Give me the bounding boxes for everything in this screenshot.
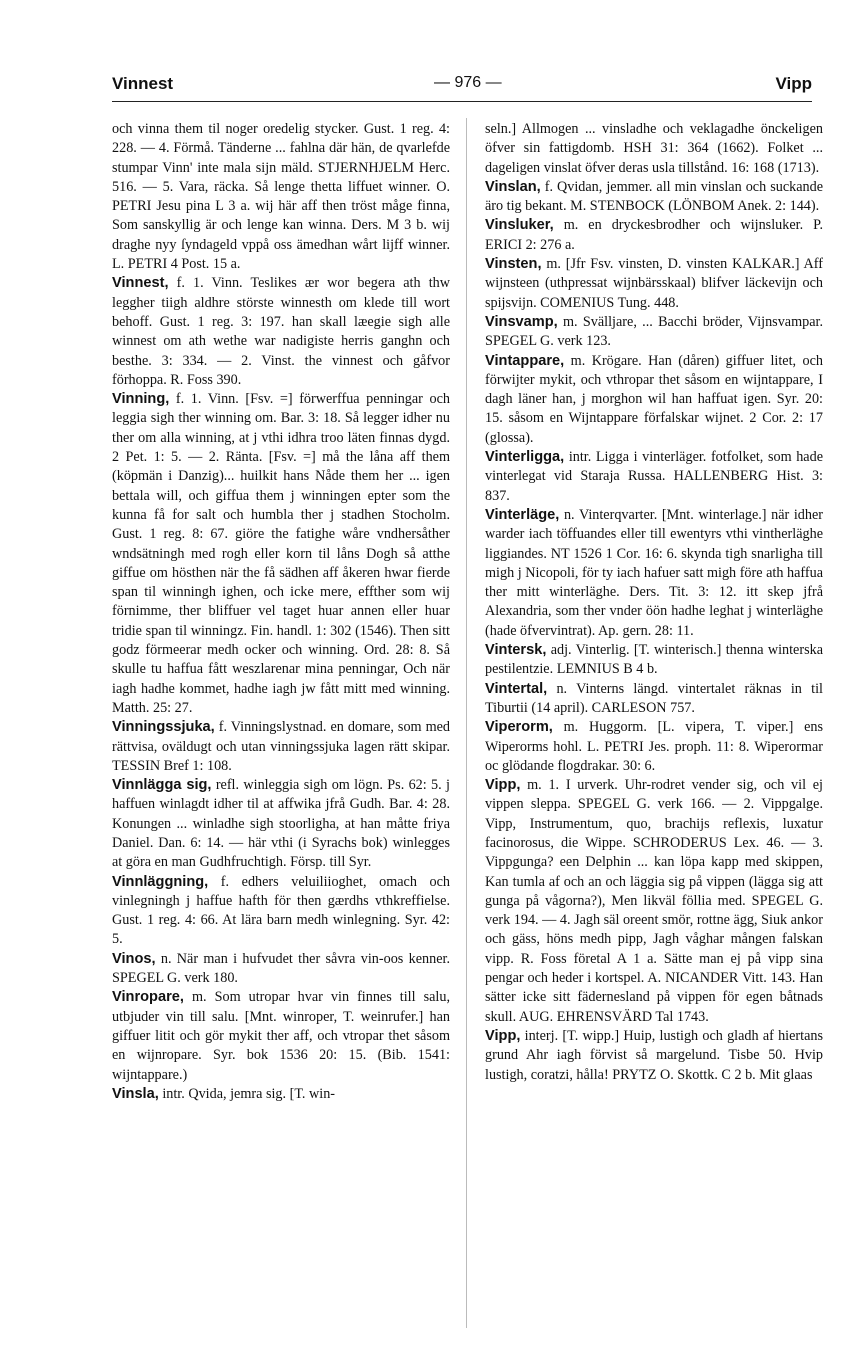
dictionary-entry bbox=[485, 448, 823, 506]
entry-text: interj. [T. wipp.] Huip, lustigh och gladh af hiertans grund Ahr iagh förvist så margelund. Tisbe 50. Hvip lustigh, coratzi, hålla! PRYTZ O. Skottk. C 2 b. Mit glaas bbox=[485, 1027, 823, 1083]
left-column bbox=[112, 120, 450, 1104]
entry-headword: Vinos, bbox=[112, 950, 156, 967]
entry-text: intr. Ligga i vinterläger. fotfolket, som hade vinterlegat vid Staraja Russa. HALLENBERG Hist. 3: 837. bbox=[485, 449, 823, 504]
dictionary-entry bbox=[112, 718, 450, 776]
entry-headword: Vintappare, bbox=[485, 352, 565, 369]
entry-text: f. Vinningslystnad. en domare, som med rättvisa, oväldugt och utan vinningssjuka lagen rätt skipar. TESSIN Bref 1: 108. bbox=[112, 719, 450, 774]
entry-text: f. edhers veluiliioghet, omach och vinlegningh j haffue hafth för then gærdhs vthkreffielse. Gust. 1 reg. 4: 66. At lära barn medh winlegning. Syr. 42: 5. bbox=[112, 873, 450, 948]
entry-text: m. Huggorm. [L. vipera, T. viper.] ens Wiperorms hohl. L. PETRI Jes. proph. 11: 8. Wiperormar oc glödande flogdrakar. 30: 6. bbox=[485, 719, 823, 774]
entry-text: m. Svälljare, ... Bacchi bröder, Vijnsvampar. SPEGEL G. verk 123. bbox=[485, 313, 823, 350]
column-divider bbox=[466, 118, 467, 1328]
dictionary-entry bbox=[485, 178, 823, 217]
entry-text: m. [Jfr Fsv. vinsten, D. vinsten KALKAR.] Aff wijnsteen (uthpressat wijnbärsskaal) blifver läckevijn och spijsvijn. COMENIUS Tung. 448. bbox=[485, 256, 823, 311]
entry-headword: Vinningssjuka, bbox=[112, 719, 215, 736]
entry-headword: Vinropare, bbox=[112, 989, 184, 1006]
entry-headword: Vintersk, bbox=[485, 642, 547, 659]
entry-headword: Vintertal, bbox=[485, 680, 548, 697]
entry-headword: Vipp, bbox=[485, 1027, 521, 1044]
dictionary-entry bbox=[485, 313, 823, 352]
dictionary-entry bbox=[112, 950, 450, 989]
header-last-word: Vipp bbox=[775, 74, 812, 93]
entry-text: refl. winleggia sigh om lögn. Ps. 62: 5. j haffuen winlagdt idher til at affwika jfrå Gudh. Bar. 4: 28. Konungen ... winladhe sigh stoorligha, at han måtte friya Daniel. Dan. 6: 14. — här vthi (i Syrachs bok) winlegges at göra en man Gudhfruchtigh. Försp. till Syr. bbox=[112, 777, 450, 871]
dictionary-entry bbox=[112, 120, 450, 274]
entry-headword: Vinnest, bbox=[112, 275, 169, 292]
dictionary-entry bbox=[485, 216, 823, 255]
dictionary-entry bbox=[112, 873, 450, 950]
running-header bbox=[112, 74, 812, 98]
entry-text: f. Qvidan, jemmer. all min vinslan och suckande äro tig bekant. M. STENBOCK (LÖNBOM Anek. 2: 144). bbox=[485, 178, 823, 215]
entry-text: n. När man i hufvudet ther såvra vin-oos kenner. SPEGEL G. verk 180. bbox=[112, 950, 450, 987]
entry-text: adj. Vinterlig. [T. winterisch.] thenna winterska pestilentzie. LEMNIUS B 4 b. bbox=[485, 642, 823, 678]
entry-headword: Vinnlägga sig, bbox=[112, 777, 212, 794]
dictionary-entry bbox=[485, 776, 823, 1027]
dictionary-entry bbox=[485, 680, 823, 719]
dictionary-entry bbox=[485, 255, 823, 313]
entry-headword: Vinslan, bbox=[485, 178, 541, 195]
entry-text: intr. Qvida, jemra sig. [T. win- bbox=[158, 1085, 336, 1102]
entry-headword: Vinning, bbox=[112, 391, 170, 408]
dictionary-entry bbox=[112, 274, 450, 390]
dictionary-entry bbox=[485, 352, 823, 448]
entry-text: f. 1. Vinn. [Fsv. =] förwerffua penningar och leggia sigh ther winning om. Bar. 3: 18. Så legger idher nu ther om alla winning, at j vthi idhra troo läten finnas dygd. 2 Pet. 1: 5. — 2. Ränta. [Fsv. =] må the låna aff them (köpmän i Danzig)... huilkit hans Nåde them her ... igen bettala will, och giffua them j winningen epter som the kunna få for salt och humbla ther j stadhen Stocholm. Gust. 1 reg. 8: 67. giöre the fatighe wåre vndhersåther wndsätningh med rogh eller korn til låns Dogh så atthe giffue om hösthen när the få sädhen aff åkeren hwar fierde span til winningh ighen, och icke mere, effther som wij förnimme, ther bliffuer vel taget huar annen eller huar tridie span til winningz. Fin. handl. 1: 302 (1546). Then sitt godz förmeerar medh ocker och winning. Ord. 28: 8. Så skulle tu haffua fått weszlarenar mina penningar, Och när iagh hadhe kommet, hadhe iagh jw fått mitt med winning. Matth. 25: 27. bbox=[112, 391, 450, 716]
dictionary-entry bbox=[112, 1085, 450, 1104]
header-first-word: Vinnest bbox=[112, 74, 174, 93]
entry-headword: Vinsluker, bbox=[485, 217, 554, 234]
entry-headword: Vipp, bbox=[485, 777, 521, 794]
entry-headword: Vinsten, bbox=[485, 256, 542, 273]
dictionary-entry bbox=[112, 988, 450, 1084]
entry-headword: Vinsla, bbox=[112, 1085, 159, 1102]
entry-text: seln.] Allmogen ... vinsladhe och veklagadhe önckeligen öfver sin fattigdomb. HSH 31: 364 (1662). Folket ... dageligen vinslat öfver deras usla tillstånd. 16: 168 (1713). bbox=[485, 121, 823, 176]
dictionary-entry bbox=[485, 120, 823, 178]
entry-text: f. 1. Vinn. Teslikes ær wor begera ath thw leggher tiigh aldhre störste winnesth om klede till wort behoff. Gust. 1 reg. 3: 197. han skall læegie sigh alle winnest om ath wethe war nadigiste herris ganghn och besthe. 3: 334. — 2. Vinst. the vinnest och gåfvor förhoppa. R. Foss 390. bbox=[112, 275, 450, 388]
entry-headword: Vinterläge, bbox=[485, 506, 560, 523]
dictionary-entry bbox=[485, 641, 823, 680]
entry-text: m. Krögare. Han (dåren) giffuer litet, och förwijter mykit, och vthropar thet såsom en wijntappare, I dagh läner han, j morghon wil han haffuat igen. Syr. 20: 15. såsom en Wijntappare förfalskar wijnet. 2 Cor. 2: 17 (glossa). bbox=[485, 352, 823, 446]
entry-text: m. en dryckesbrodher och wijnsluker. P. ERICI 2: 276 a. bbox=[485, 217, 823, 253]
entry-headword: Viperorm, bbox=[485, 719, 553, 736]
entry-headword: Vinnläggning, bbox=[112, 873, 209, 890]
entry-text: n. Vinterns längd. vintertalet räknas in til Tiburtii (14 april). CARLESON 757. bbox=[485, 680, 823, 716]
entry-headword: Vinterligga, bbox=[485, 449, 565, 466]
dictionary-entry bbox=[485, 506, 823, 641]
entry-text: n. Vinterqvarter. [Mnt. winterlage.] när idher warder iach töffuandes eller till ewentyrs vthi vintherläghe liggiandes. NT 1526 1 Cor. 16: 6. skynda tigh snarligha till migh j Nicopoli, för ty iach hafuer satt migh före ath haffua ther mitt winterläghe. Ders. Tit. 3: 12. itt skep jfrå Alexandria, som ther vnder öön hadhe leghat j winterläghe (hade öfvervintrat). Ap. gern. 28: 11. bbox=[485, 506, 823, 639]
header-rule bbox=[112, 101, 812, 102]
entry-headword: Vinsvamp, bbox=[485, 313, 558, 330]
dictionary-entry bbox=[112, 776, 450, 872]
page-number: — 976 — bbox=[434, 74, 502, 91]
entry-text: m. 1. I urverk. Uhr-rodret vender sig, och vil ej vippen sleppa. SPEGEL G. verk 166. — 2. Vippgalge. Vipp, Instrumentum, quo, brachijs reflexis, luxatur facinorosus, die Wippe. SCHRODERUS Lex. 46. — 3. Vippgunga? een Delphin ... kan löpa kapp med skippen, Kan tumla af och an och läggia sig på vippen (lägga sig att gunga på vågorna?), Men likväl föllia med. SPEGEL G. verk 194. — 4. Jagh säl oreent smör, rottne ägg, Siuk ankor och gäss, höns medh pipp, Jagh våghar mången falskan vipp. R. Foss företal A 1 a. Sätte man ej på vipp sina pengar och heder i kortspel. A. NICANDER Vitt. 143. Han sätter icke sitt fädernesland på vippen för egen båtnads skull. AUG. EHRENSVÄRD Tal 1743. bbox=[485, 777, 823, 1025]
dictionary-entry bbox=[112, 390, 450, 718]
entry-text: m. Som utropar hvar vin finnes till salu, utbjuder vin till salu. [Mnt. winroper, T. weinrufer.] han giffuer litit och gör mykit ther aff, och vtropar thet såsom en wijnropare. Syr. bok 1536 20: 15. (Bib. 1541: wijntappare.) bbox=[112, 989, 450, 1083]
right-column bbox=[485, 120, 823, 1085]
entry-text: och vinna them til noger oredelig stycker. Gust. 1 reg. 4: 228. — 4. Förmå. Tänderne ... fahlna där hän, de qvarlefde stumpar Vinn' inte mala sijn mäld. STJERNHJELM Herc. 516. — 5. Vara, räcka. Så lenge thetta liffuet winner. O. PETRI Jesu pina L 3 a. wij här aff then tröst måge finna, Som sanskyllig är och lenge kan winna. Ders. M 3 b. wij draghe nyy ſyndageld vppå oss ämedhan wårt lijff winner. L. PETRI 4 Post. 15 a. bbox=[112, 121, 450, 273]
dictionary-entry bbox=[485, 1027, 823, 1085]
dictionary-entry bbox=[485, 718, 823, 776]
